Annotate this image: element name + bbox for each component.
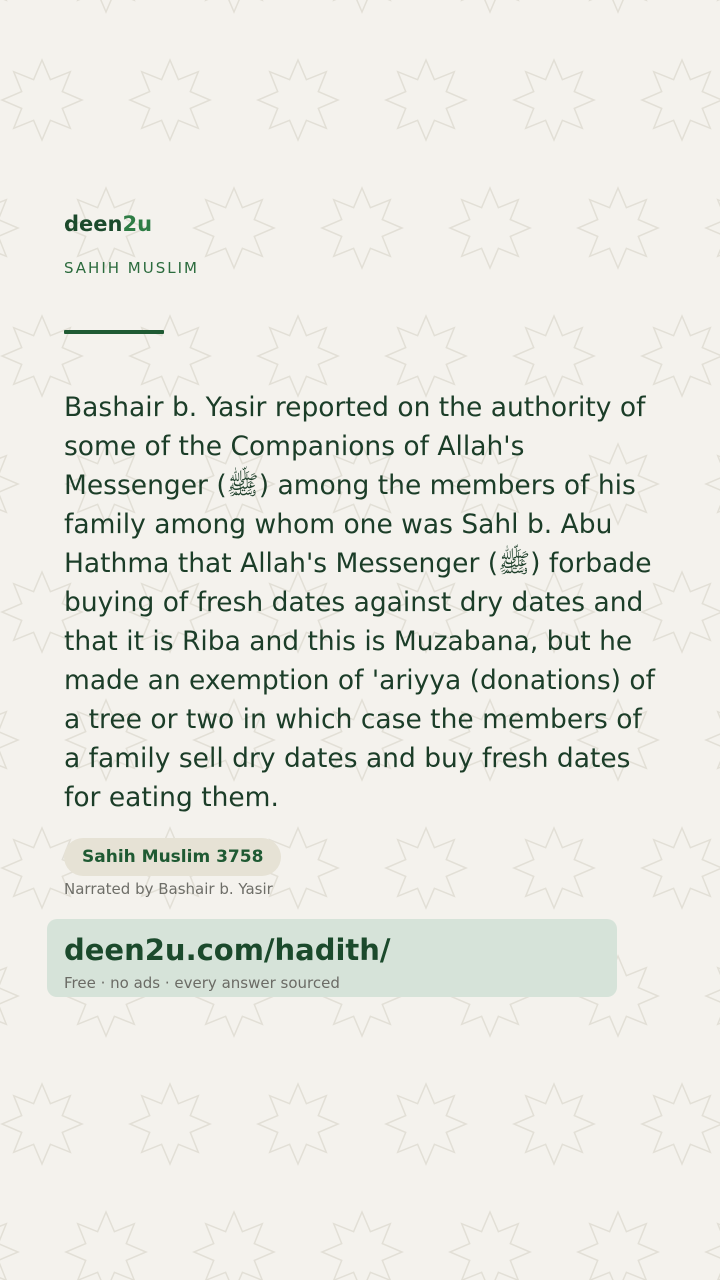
source-label: SAHIH MUSLIM <box>64 259 199 277</box>
cta-tagline: Free · no ads · every answer sourced <box>64 974 340 992</box>
cta-banner[interactable] <box>47 919 617 997</box>
narrator-text: Narrated by Bashair b. Yasir <box>64 880 273 898</box>
reference-badge[interactable]: Sahih Muslim 3758 <box>64 838 281 876</box>
brand-name-accent: 2u <box>122 212 153 236</box>
brand-name-prefix: deen <box>64 212 123 236</box>
brand-logo <box>64 212 152 236</box>
hadith-text: Bashair b. Yasir reported on the authority of some of the Companions of Allah's Messenger (ﷺ) among the members of his family among whom one was Sahl b. Abu Hathma that Allah's Messenger (ﷺ) forbade buying of fresh dates against dry dates and that it is Riba and this is Muzabana, but he made an exemption of 'ariyya (donations) of a tree or two in which case the members of a family sell dry dates and buy fresh dates for eating them. <box>64 392 655 813</box>
divider <box>64 330 164 334</box>
cta-url-link[interactable]: deen2u.com/hadith/ <box>64 933 391 967</box>
